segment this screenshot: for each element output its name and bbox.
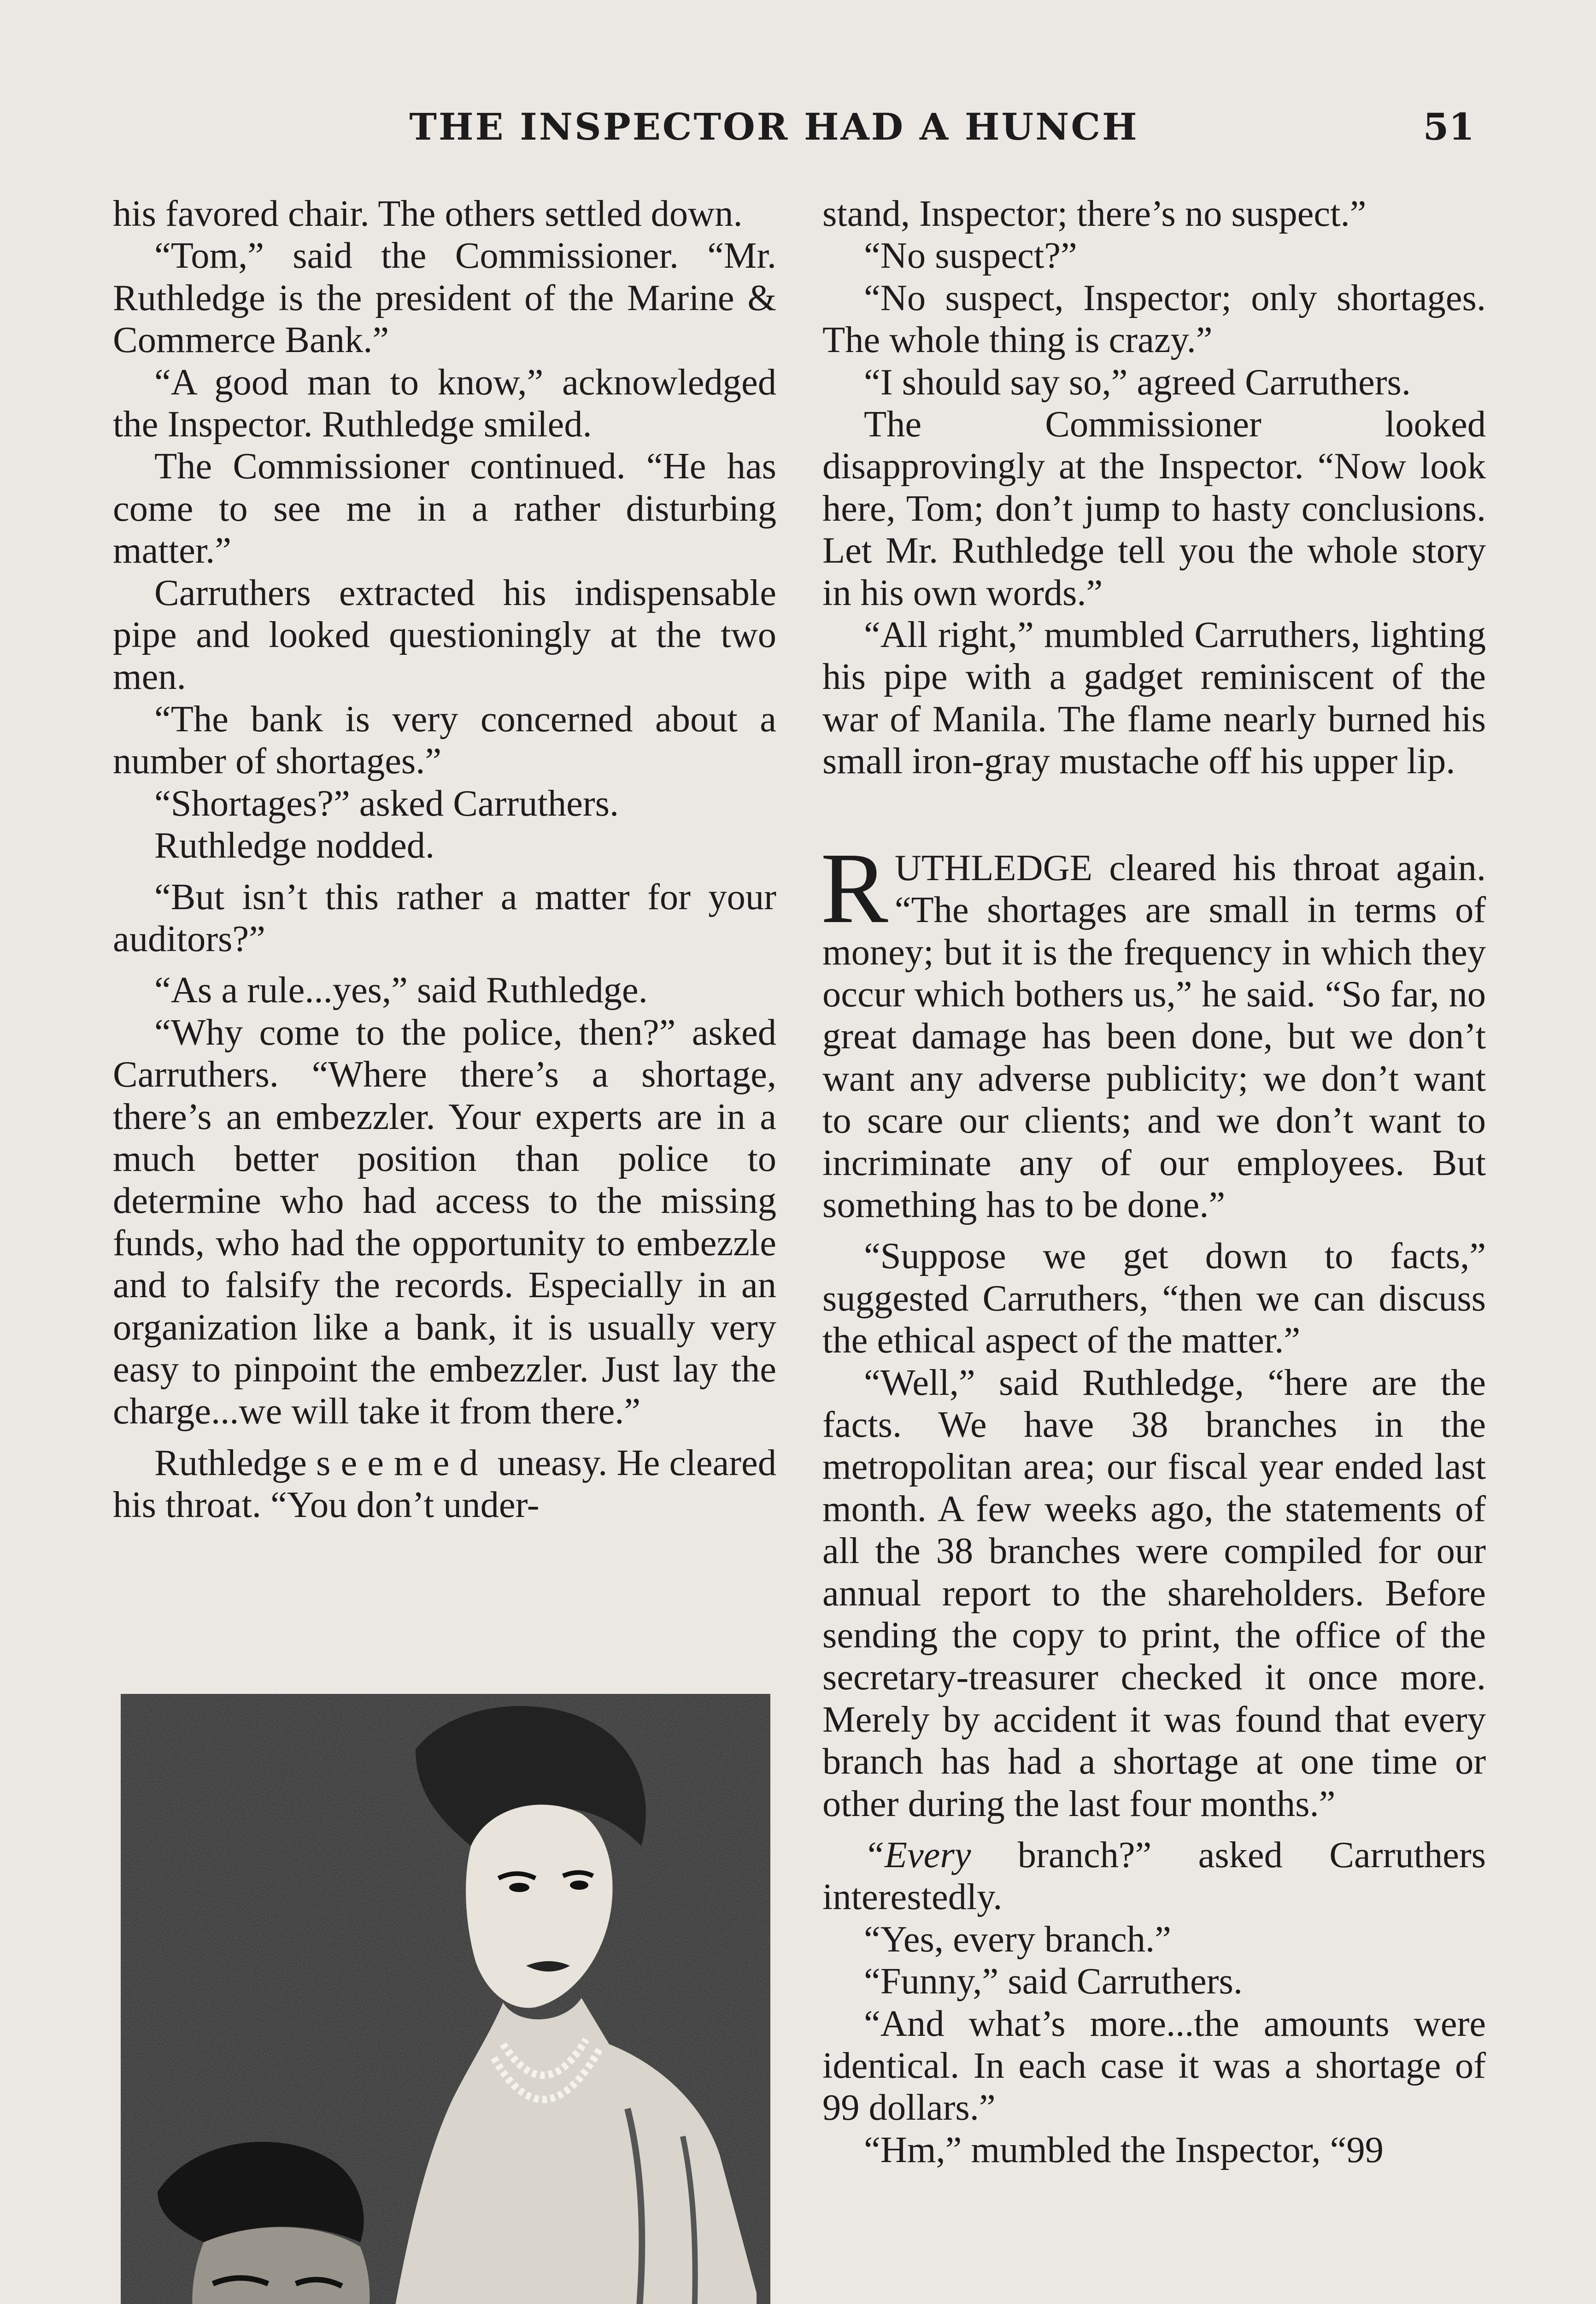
paragraph: stand, Inspector; there’s no suspect.” bbox=[822, 193, 1367, 234]
paragraph: “Shortages?” asked Carruthers. bbox=[154, 782, 619, 824]
paragraph: “No suspect, Inspector; only shortages. The whole thing is crazy.” bbox=[822, 277, 1486, 361]
paragraph: “Suppose we get down to facts,” suggested Carruthers, “then we can discuss the ethical aspect of the matter.” bbox=[822, 1235, 1486, 1361]
paragraph: his favored chair. The others settled down. bbox=[113, 193, 743, 234]
paragraph: “Funny,” said Carruthers. bbox=[864, 1961, 1243, 2002]
text-span: branch?” asked Carruthers interestedly. bbox=[822, 1834, 1486, 1918]
paragraph: The Commissioner looked disapprovingly at the Inspector. “Now look here, Tom; don’t jump to hasty conclusions. Let Mr. Ruthledge tell you the whole story in his own words.” bbox=[822, 404, 1486, 613]
paragraph: “Why come to the police, then?” asked Carruthers. “Where there’s a shortage, there’s an embezzler. Your experts are in a much better position than police to determine who had access to the missing funds, who had the opportunity to embezzle and to falsify the records. Especially in an organization like a bank, it is usually very easy to pinpoint the embezzler. Just lay the charge...we will take it from there.” bbox=[113, 1011, 776, 1432]
paragraph: Ruthledge nodded. bbox=[154, 825, 435, 866]
paragraph: “Yes, every branch.” bbox=[864, 1918, 1171, 1960]
paragraph bbox=[113, 1442, 776, 1526]
paragraph: “Well,” said Ruthledge, “here are the facts. We have 38 branches in the metropolitan area; our fiscal year ended last month. A few weeks ago, the statements of all the 38 branches were compiled for our annual report to the shareholders. Before sending the copy to print, the office of the secretary-treasurer checked it once more. Merely by accident it was found that every branch has had a shortage at one time or other during the last four months.” bbox=[822, 1362, 1486, 1824]
paragraph: “No suspect?” bbox=[864, 235, 1077, 276]
paragraph: The Commissioner continued. “He has come to see me in a rather disturbing matter.” bbox=[113, 446, 776, 571]
paragraph-with-drop-cap bbox=[821, 831, 1486, 1226]
text-span: Ruthledge bbox=[154, 1442, 307, 1483]
letterspaced-word: seemed bbox=[316, 1442, 488, 1483]
paragraph: “As a rule...yes,” said Ruthledge. bbox=[154, 970, 648, 1011]
paragraph bbox=[822, 1834, 1486, 1918]
drop-cap: R bbox=[821, 831, 888, 944]
paragraph: “I should say so,” agreed Carruthers. bbox=[864, 361, 1411, 403]
right-text-column bbox=[822, 193, 1486, 2171]
paragraph: “Hm,” mumbled the Inspector, “99 bbox=[864, 2129, 1384, 2170]
paragraph: “A good man to know,” acknowledged the Inspector. Ruthledge smiled. bbox=[113, 361, 776, 445]
paragraph: “But isn’t this rather a matter for your auditors?” bbox=[113, 876, 776, 959]
paragraph: “And what’s more...the amounts were identical. In each case it was a shortage of 99 dollars.” bbox=[822, 2003, 1486, 2128]
page-number: 51 bbox=[1423, 105, 1474, 148]
woman-and-man-illustration bbox=[121, 1694, 770, 2304]
running-header-title: THE INSPECTOR HAD A HUNCH bbox=[409, 105, 1139, 148]
paragraph: Carruthers extracted his indispensable pipe and looked questioningly at the two men. bbox=[113, 572, 776, 698]
italic-word: “Every bbox=[864, 1834, 971, 1876]
text-span: UTHLEDGE cleared his throat again. “The shortages are small in terms of money; but it is the frequency in which they occur which bothers us,” he said. “So far, no great damage has been done, but we don’t want any adverse publicity; we don’t want to scare our clients; and we don’t want to incriminate any of our employees. But something has to be done.” bbox=[822, 847, 1486, 1225]
paragraph: “Tom,” said the Commissioner. “Mr. Ruthledge is the president of the Marine & Commerce Bank.” bbox=[113, 235, 776, 361]
left-text-column bbox=[113, 193, 776, 1526]
text-span: uneasy. He cleared his throat. “You don’t under- bbox=[113, 1442, 777, 1526]
paragraph: “The bank is very concerned about a number of shortages.” bbox=[113, 698, 776, 782]
paragraph: “All right,” mumbled Carruthers, lighting his pipe with a gadget reminiscent of the war of Manila. The flame nearly burned his small iron-gray mustache off his upper lip. bbox=[822, 614, 1486, 782]
story-illustration bbox=[121, 1694, 770, 2304]
